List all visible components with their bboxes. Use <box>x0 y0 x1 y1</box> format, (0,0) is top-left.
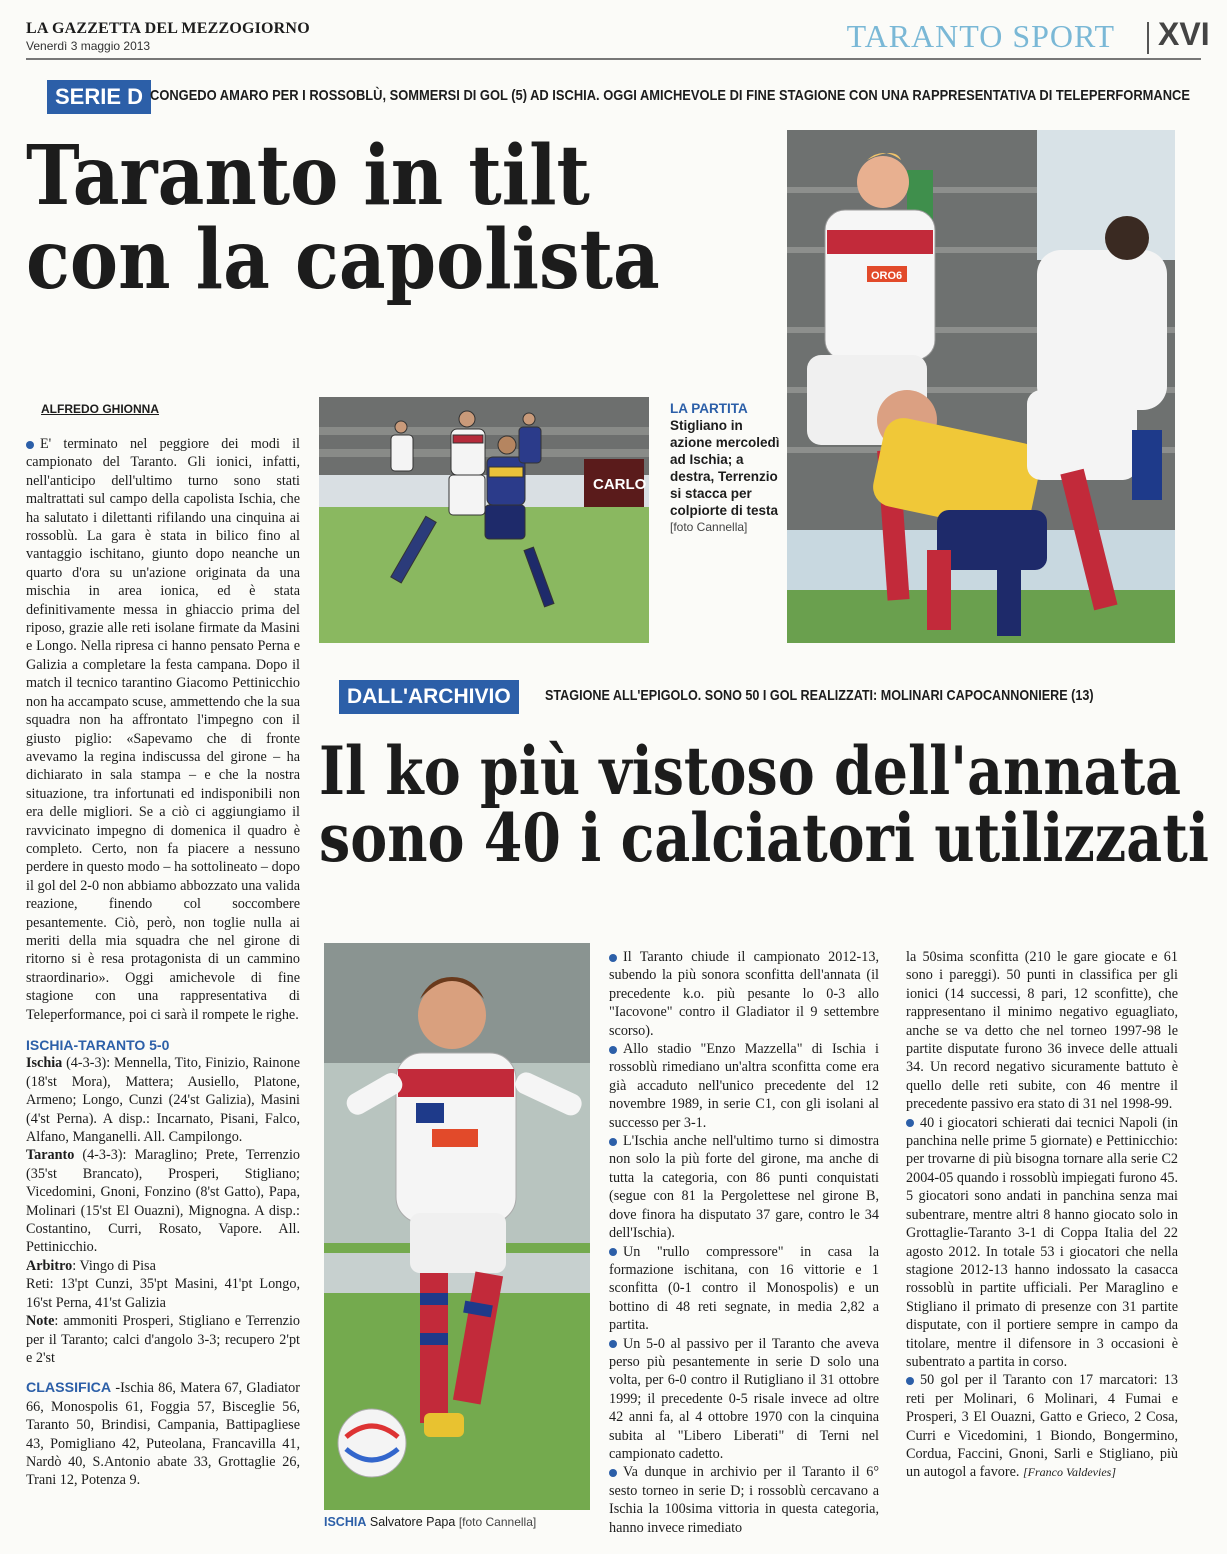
story2-paragraph <box>609 1463 879 1537</box>
notes <box>26 1312 300 1367</box>
story2-p1: Il Taranto chiude il campionato 2012-13, subendo la più sonora sconfitta dell'annata (il precedente k.o. più pesante lo 0-3 allo "Iacovone" contro il Gladiator il 9 settembre scorso). <box>609 949 879 1039</box>
standings-title: CLASSIFICA <box>26 1380 112 1397</box>
story2-author: [Franco Valdevies] <box>1023 1465 1116 1480</box>
story2-p2: Allo stadio "Enzo Mazzella" di Ischia i rossoblù rimediano un'altra sconfitta come era già accaduto nell'unico precedente del 12 novembre 1989, in serie C1, con gli isolani al successo per 3-1. <box>609 1041 879 1131</box>
match-photo-1-image <box>319 397 649 643</box>
story2-tag: DALL'ARCHIVIO <box>339 680 519 714</box>
lineup-ischia-text: (4-3-3): Mennella, Tito, Finizio, Rainone (18'st Mora), Mattera; Ausiello, Platone, Armeno; Longo, Cunzi (24'st Galizia), Masini (4'st Perna). A disp.: Incarnato, Pisani, Falco, Alfano, Manganelli. All. Campilongo. <box>26 1055 300 1146</box>
story2-p9: 50 gol per il Taranto con 17 marcatori: 13 reti per Molinari, 6 Molinari, 4 Fumai e Prosperi, 3 El Ouazni, Gatto e Grieco, 2 Cosa, Curri e Vicedomini, 1 Biondo, Bongermino, Cordua, Faccini, Gnoni, Sarli e Stigliano, più un autogol a favore. <box>906 1372 1178 1481</box>
referee-text: : Vingo di Pisa <box>72 1257 156 1274</box>
photo3-place: ISCHIA <box>324 1515 367 1529</box>
match-photo-2-image <box>787 130 1175 643</box>
sponsor-board-text: CARLO <box>593 476 647 493</box>
story1-headline <box>26 128 660 308</box>
referee-label: Arbitro <box>26 1257 73 1274</box>
bullet-icon <box>609 954 617 962</box>
story2-column-2 <box>906 948 1178 1482</box>
masthead-rule <box>26 58 1201 60</box>
story2-headline <box>319 732 1209 878</box>
story1-headline-line2: con la capolista <box>26 211 660 308</box>
story2-paragraph <box>906 948 1178 1114</box>
lineup-taranto-label: Taranto <box>26 1147 75 1164</box>
player-photo-caption <box>324 1515 536 1529</box>
standings <box>26 1379 300 1489</box>
lineup-ischia <box>26 1054 300 1146</box>
match-title: ISCHIA-TARANTO 5-0 <box>26 1037 170 1053</box>
photo3-name: Salvatore Papa <box>369 1515 456 1529</box>
story2-headline-line2: sono 40 i calciatori utilizzati <box>319 799 1209 878</box>
notes-text: : ammoniti Prosperi, Stigliano e Terrenzio per il Taranto; calci d'angolo 3-3; recupero 2'pt e 2'st <box>26 1313 300 1366</box>
bullet-icon <box>609 1340 617 1348</box>
story2-p5: Un 5-0 al passivo per il Taranto che aveva perso più pesantemente in serie D solo una volta, per 6-0 contro il Rutigliano il 31 ottobre 1999; il precedente 0-5 risale invece ad oltre 42 anni fa, al 4 ottobre 1970 con la cinquina subita al "Libero Liberati" di Terni nel campionato cadetto. <box>609 1335 879 1462</box>
story2-paragraph <box>609 948 879 1040</box>
story2-p3: L'Ischia anche nell'ultimo turno si dimostra non solo la più forte del girone, ma anche di tutta la categoria, con 86 punti conquistati (segue con 81 la Pergolettese nel girone B, dove finora ha disputato 37 gare, contro le 34 dell'Ischia). <box>609 1133 879 1242</box>
bullet-icon <box>609 1248 617 1256</box>
shirt-sponsor-text: ORO6 <box>871 270 903 282</box>
photo3-credit: [foto Cannella] <box>458 1515 537 1529</box>
story2-paragraph <box>906 1114 1178 1372</box>
bullet-icon <box>609 1469 617 1477</box>
story2-paragraph <box>609 1040 879 1132</box>
bullet-icon <box>609 1046 617 1054</box>
bullet-icon <box>26 441 34 449</box>
photo1-caption-text: Stigliano in azione mercoledì ad Ischia; a destra, Terrenzio si stacca per colpiorte di testa <box>670 418 780 518</box>
issue-date: Venerdì 3 maggio 2013 <box>26 39 151 53</box>
lineup-taranto-text: (4-3-3): Maraglino; Prete, Terrenzio (35'st Brancato), Prosperi, Stigliano; Vicedomini, Gnoni, Fonzino (8'st Gatto), Papa, Molinari (15'st El Ouazni), Mignogna. A disp.: Costantino, Curri, Rosato, Vapore. All. Pettinicchio. <box>26 1147 301 1256</box>
story2-paragraph <box>609 1335 879 1464</box>
story1-headline-line1: Taranto in tilt <box>26 128 590 224</box>
match-photo-2 <box>787 130 1175 643</box>
player-photo <box>324 943 590 1510</box>
story2-p7: la 50sima sconfitta (210 le gare giocate e 61 sono i pareggi). 50 punti in classifica per gli ionici (14 successi, 8 pari, 12 sconfitte), che rappresentano il minimo negativo eguagliato, anche se va detto che nel torneo 1997-98 le partite disputate furono 36 invece delle attuali 34. Un record negativo sicuramente battuto è quello delle reti subite, con 46 mentre il precedente passivo era stato di 31 nel 1998-99. <box>906 949 1178 1113</box>
bullet-icon <box>609 1138 617 1146</box>
goals: Reti: 13'pt Cunzi, 35'pt Masini, 41'pt Longo, 16'st Perna, 41'st Galizia <box>26 1276 300 1311</box>
newspaper-name: LA GAZZETTA DEL MEZZOGIORNO <box>26 20 310 37</box>
notes-label: Note <box>26 1313 55 1330</box>
story2-paragraph <box>609 1243 879 1335</box>
section-divider <box>1147 22 1149 54</box>
story2-column-1 <box>609 948 879 1537</box>
story1-body <box>26 435 300 1024</box>
standings-text: -Ischia 86, Matera 67, Gladiator 66, Monospolis 61, Foggia 57, Bisceglie 56, Taranto 50, Brindisi, Campania, Battipagliese 43, Pomigliano 42, Puteolana, Francavilla 41, Nardò 40, S.Antonio abate 33, Grottaglie 26, Trani 12, Potenza 9. <box>26 1380 300 1489</box>
referee <box>26 1257 300 1275</box>
story1-column <box>26 435 300 1490</box>
photo1-caption <box>670 400 780 536</box>
story2-p8: 40 i giocatori schierati dai tecnici Napoli (in panchina nelle prime 5 giornate) e Pettinicchio: per trovarne di più bisogna tornare alla serie C2 2004-05 quando i rossoblù impiegati furono 45. 5 giocatori sono andati in panchina senza mai subentrare, mentre altri 8 hanno giocato solo in Grottaglie-Taranto 3-1 di Coppa Italia del 22 agosto 2012. In totale 53 i giocatori che nella stagione 2012-13 hanno indossato la casacca rossoblù in partite ufficiali. Per Maraglino e Stigliano il primato di presenze con 31 partite disputate, con il portiere sempre in campo da titolare, mentre il difensore in 3 occasioni è subentrato a partita in corso. <box>906 1114 1178 1370</box>
photo1-credit: [foto Cannella] <box>670 520 748 534</box>
story2-kicker: STAGIONE ALL'EPIGOLO. SONO 50 I GOL REALIZZATI: MOLINARI CAPOCANNONIERE (13) <box>545 687 1094 704</box>
story1-tag: SERIE D <box>47 80 151 114</box>
page-number: XVI <box>1158 16 1210 52</box>
story2-headline-line1: Il ko più vistoso dell'annata <box>319 732 1182 810</box>
bullet-icon <box>906 1377 914 1385</box>
story2-paragraph <box>906 1371 1178 1481</box>
lineup-taranto <box>26 1146 300 1256</box>
lineup-ischia-label: Ischia <box>26 1055 63 1072</box>
story1-author: ALFREDO GHIONNA <box>41 402 159 416</box>
section-title: TARANTO SPORT <box>846 18 1115 54</box>
match-photo-1 <box>319 397 649 643</box>
story1-body-text: E' terminato nel peggiore dei modi il campionato del Taranto. Gli ionici, infatti, nell'anticipo dell'ultimo turno sono stati maltrattati sul campo della capolista Ischia, che ha salutato i dilettanti rifilando una cinquina ai rossoblù. La gara è stata in bilico fino al vantaggio ischitano, giunto dopo neanche un quarto d'ora su un'azione originata da una mischia in area ionica, ed è stata definitivamente messa in ghiaccio prima del riposo, grazie alle reti isolane firmate da Masini e Longo. Nella ripresa ci hanno pensato Perna e Galizia a completare la festa campana. Dopo il match il tecnico tarantino Giacomo Pettinicchio non ha accampato scuse, ammettendo che la sua squadra non ha affrontato l'impegno con il giusto piglio: «Sapevamo che di fronte avevamo la regina indiscussa del girone – ha dichiarato in sala stampa – e che la nostra situazione, tra infortunati ed indisponibili non era delle migliori. Se a ciò ci aggiungiamo il ravvicinato impegno di domenica il quadro è completo. Certo, non fa piacere a nessuno perdere in questo modo – ha sottolineato – dopo il gol del 2-0 non abbiamo abbozzato una valida reazione, finendo col soccombere pesantemente. Ciò, però, non toglie nulla ai meriti della mia squadra che nel girone di ritorno si è resa protagonista di un cammino straordinario». Oggi amichevole di fine stagione con una rappresentativa di Teleperformance, poi ci sarà il rompete le righe. <box>26 436 300 1023</box>
story2-paragraph <box>609 1132 879 1242</box>
player-photo-image <box>324 943 590 1510</box>
story2-p4: Un "rullo compressore" in casa la formazione ischitana, con 16 vittorie e 1 sconfitta (0-1 contro il Monospolis) e un bottino di 48 reti segnate, in media 2,82 a partita. <box>609 1243 879 1334</box>
bullet-icon <box>906 1119 914 1127</box>
story2-p6: Va dunque in archivio per il Taranto il 6° sesto torneo in serie D; i rossoblù cercavano a Ischia la 100sima vittoria in questa categoria, hanno invece rimediato <box>609 1464 879 1536</box>
photo1-caption-title: LA PARTITA <box>670 401 748 416</box>
story1-kicker: CONGEDO AMARO PER I ROSSOBLÙ, SOMMERSI DI GOL (5) AD ISCHIA. OGGI AMICHEVOLE DI FINE STAGIONE CON UNA RAPPRESENTATIVA DI TELEPERFORMANCE <box>150 87 1190 104</box>
